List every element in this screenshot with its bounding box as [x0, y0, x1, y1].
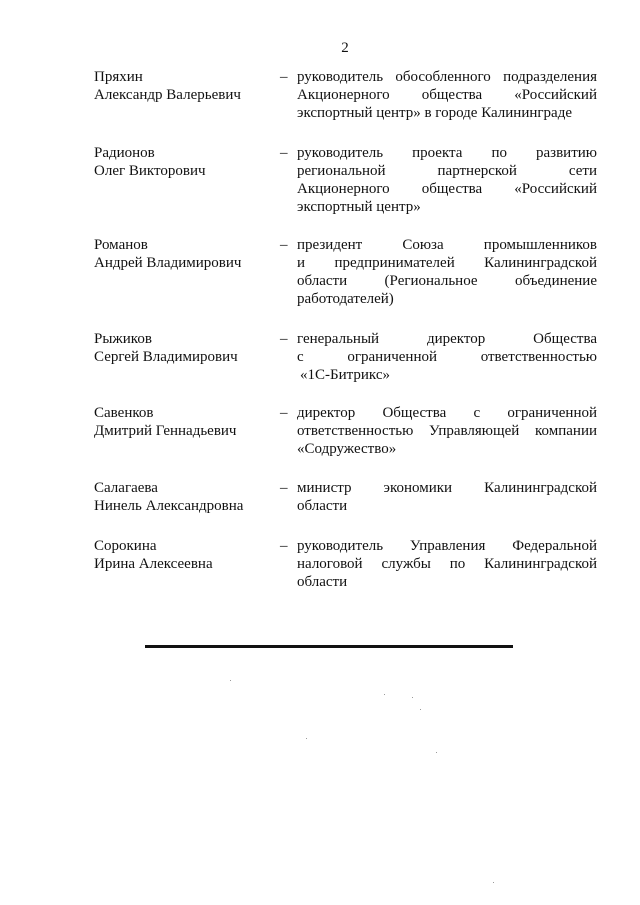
dash-separator: –: [280, 405, 288, 421]
position-line: области: [297, 574, 348, 590]
dash-separator: –: [280, 480, 288, 496]
position-line: «Содружество»: [297, 441, 397, 457]
closing-rule: [145, 645, 513, 648]
member-name: [94, 68, 274, 104]
position-line: области (Региональное объединение: [297, 273, 597, 289]
member-given-names: Олег Викторович: [94, 163, 206, 179]
position-line: руководитель проекта по развитию: [297, 145, 597, 161]
member-surname: Савенков: [94, 405, 154, 421]
member-position: [297, 144, 597, 216]
member-surname: Салагаева: [94, 480, 158, 496]
position-line: Акционерного общества «Российский: [297, 181, 597, 197]
member-given-names: Андрей Владимирович: [94, 255, 242, 271]
member-surname: Радионов: [94, 145, 155, 161]
member-given-names: Дмитрий Геннадьевич: [94, 423, 237, 439]
member-surname: Романов: [94, 237, 148, 253]
member-surname: Сорокина: [94, 538, 157, 554]
position-line: работодателей): [297, 291, 394, 307]
position-line: генеральный директор Общества: [297, 331, 597, 347]
member-position: [297, 68, 597, 122]
position-line: с ограниченной ответственностью: [297, 349, 597, 365]
member-name: [94, 537, 274, 573]
position-line: Акционерного общества «Российский: [297, 87, 597, 103]
member-given-names: Ирина Алексеевна: [94, 556, 213, 572]
position-line: региональной партнерской сети: [297, 163, 597, 179]
scan-speck: [436, 752, 437, 753]
position-line: руководитель обособленного подразделения: [297, 69, 597, 85]
member-given-names: Нинель Александровна: [94, 498, 244, 514]
position-line: директор Общества с ограниченной: [297, 405, 597, 421]
page-number: 2: [341, 40, 349, 56]
member-position: [297, 330, 597, 384]
member-name: [94, 144, 274, 180]
member-name: [94, 236, 274, 272]
member-given-names: Сергей Владимирович: [94, 349, 238, 365]
member-name: [94, 404, 274, 440]
position-line: и предпринимателей Калининградской: [297, 255, 597, 271]
member-given-names: Александр Валерьевич: [94, 87, 241, 103]
member-position: [297, 404, 597, 458]
scan-speck: [230, 680, 231, 681]
position-line: руководитель Управления Федеральной: [297, 538, 597, 554]
scan-speck: [306, 738, 307, 739]
position-line: «1С-Битрикс»: [300, 367, 390, 383]
scan-speck: [420, 709, 421, 710]
scan-speck: [493, 882, 494, 883]
member-position: [297, 236, 597, 308]
member-surname: Пряхин: [94, 69, 143, 85]
member-name: [94, 330, 274, 366]
member-surname: Рыжиков: [94, 331, 152, 347]
member-position: [297, 479, 597, 515]
position-line: области: [297, 498, 348, 514]
position-line: президент Союза промышленников: [297, 237, 597, 253]
dash-separator: –: [280, 331, 288, 347]
dash-separator: –: [280, 69, 288, 85]
dash-separator: –: [280, 538, 288, 554]
position-line: экспортный центр» в городе Калининграде: [297, 105, 572, 121]
member-name: [94, 479, 274, 515]
member-position: [297, 537, 597, 591]
position-line: налоговой службы по Калининградской: [297, 556, 597, 572]
dash-separator: –: [280, 145, 288, 161]
position-line: министр экономики Калининградской: [297, 480, 597, 496]
scan-speck: [384, 694, 385, 695]
scan-speck: [412, 697, 413, 698]
position-line: экспортный центр»: [297, 199, 421, 215]
dash-separator: –: [280, 237, 288, 253]
position-line: ответственностью Управляющей компании: [297, 423, 597, 439]
